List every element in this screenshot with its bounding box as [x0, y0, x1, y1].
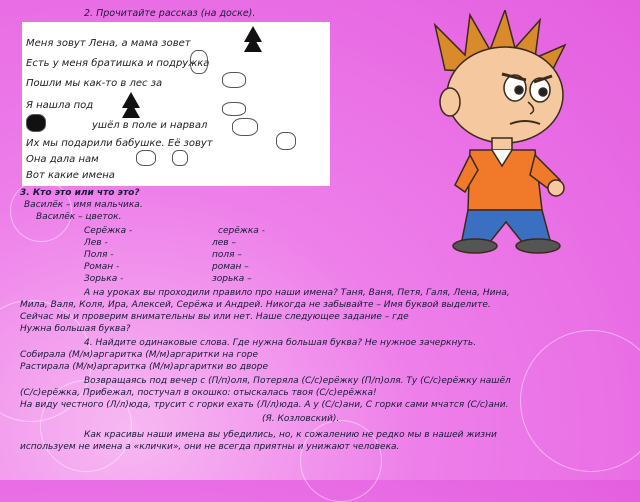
story-line: Меня зовут Лена, а мама зовет [26, 38, 191, 49]
paragraph-line: Сейчас мы и проверим внимательны вы или нет. Наше следующее задание – где [20, 312, 409, 322]
name-pair-left: Серёжка - [84, 226, 133, 236]
poem-author: (Я. Козловский). [262, 414, 340, 424]
fir-tree-icon [122, 102, 140, 118]
task3-example-2: Василёк – цветок. [36, 212, 122, 222]
story-line: Их мы подарили бабушке. Её зовут [26, 138, 213, 149]
fir-tree-icon [244, 36, 262, 52]
poem-line: Возвращаясь под вечер с (П/п)оля, Потеряла (С/с)ерёжку (П/п)оля. Ту (С/с)ерёжку нашёл [84, 376, 511, 386]
paragraph-line: Нужна большая буква? [20, 324, 131, 334]
flowers-sketch-icon [232, 118, 258, 136]
name-pair-right: поля – [212, 250, 242, 260]
sweets-sketch-icon [172, 150, 188, 166]
story-line: Вот какие имена [26, 170, 115, 181]
story-line: Она дала нам [26, 154, 99, 165]
mushroom-sketch-icon [222, 102, 246, 116]
name-pair-right: лев – [212, 238, 236, 248]
poem-line: На виду честного (Л/л)юда, трусит с горки ехать (Л/л)юда. А у (С/с)ани, С горки сами мчатся (С/с)ани. [20, 400, 509, 410]
story-line: Пошли мы как-то в лес за [26, 78, 163, 89]
name-pair-left: Поля - [84, 250, 114, 260]
boy-illustration [410, 10, 630, 255]
paragraph-line: Мила, Валя, Коля, Ира, Алексей, Серёжа и Андрей. Никогда не забывайте – Имя буквой выделите. [20, 300, 491, 310]
story-line: Есть у меня братишка и подружка [26, 58, 210, 69]
task4-title: 4. Найдите одинаковые слова. Где нужна большая буква? Не нужное зачеркнуть. [84, 338, 477, 348]
paragraph-line: А на уроках вы проходили правило про наши имена? Таня, Ваня, Петя, Галя, Лена, Нина, [84, 288, 510, 298]
grandma-sketch-icon [276, 132, 296, 150]
story-board-image [22, 22, 330, 186]
poem-line: Растирала (М/м)аргаритка (М/м)аргаритки во дворе [20, 362, 269, 372]
task3-example-1: Василёк – имя мальчика. [24, 200, 143, 210]
name-pair-right: зорька – [212, 274, 252, 284]
name-pair-left: Зорька - [84, 274, 124, 284]
poem-line: (С/с)ерёжка, Прибежал, постучал в окошко: отыскалась твоя (С/с)ерёжка! [20, 388, 377, 398]
poem-line: Собирала (М/м)аргаритка (М/м)аргаритки на горе [20, 350, 259, 360]
mushroom-sketch-icon [222, 72, 246, 88]
decor-bubble [520, 330, 640, 472]
name-pair-right: серёжка - [218, 226, 265, 236]
name-pair-left: Лев - [84, 238, 108, 248]
boy-sketch-icon [26, 114, 46, 132]
girl-sketch-icon [190, 50, 208, 74]
paragraph-line: Как красивы наши имена вы убедились, но, к сожалению не редко мы в нашей жизни [84, 430, 497, 440]
name-pair-right: роман – [212, 262, 249, 272]
name-pair-left: Роман - [84, 262, 120, 272]
task2-title: 2. Прочитайте рассказ (на доске). [84, 8, 256, 19]
story-line: ушёл в поле и нарвал [92, 120, 208, 131]
task3-title: 3. Кто это или что это? [20, 188, 140, 198]
cake-sketch-icon [136, 150, 156, 166]
paragraph-line: используем не имена а «клички», они не всегда приятны и унижают человека. [20, 442, 400, 452]
story-line: Я нашла под [26, 100, 94, 111]
